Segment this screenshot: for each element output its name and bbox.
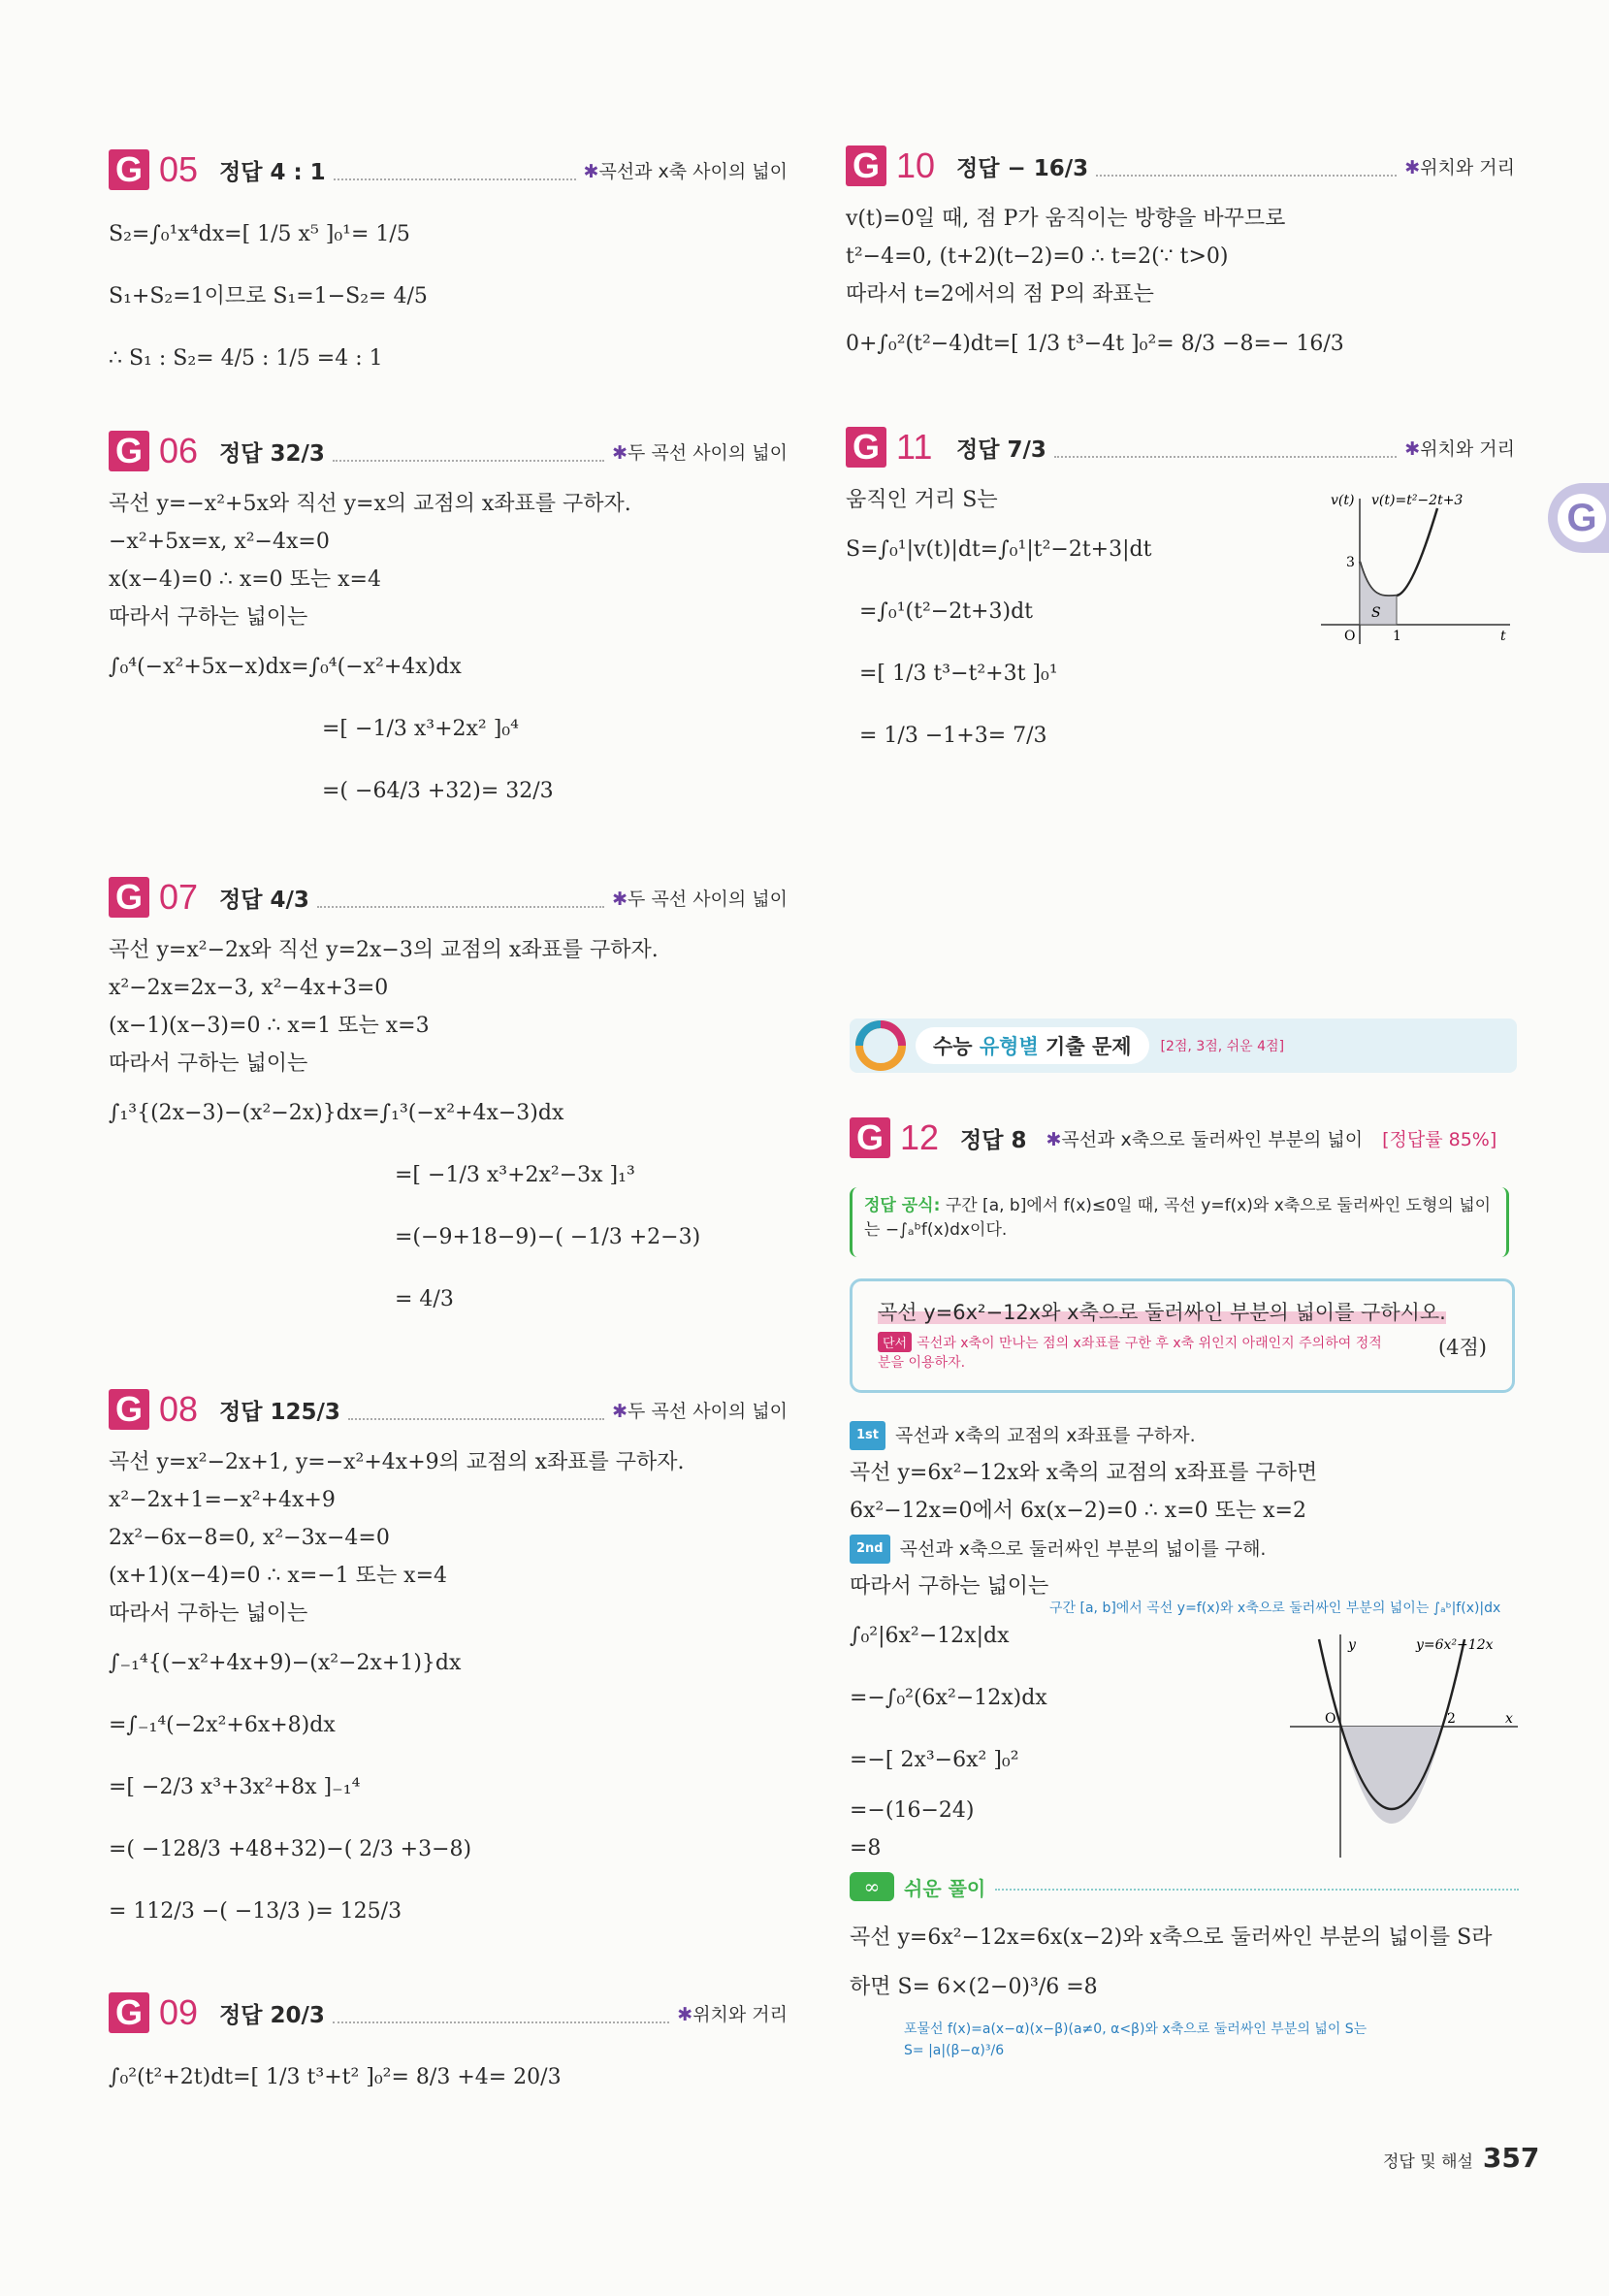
step-2: 2nd 곡선과 x축으로 둘러싸인 부분의 넓이를 구해. [850,1530,1519,1568]
problem-07 [109,873,788,1331]
step-1: 1st 곡선과 x축의 교점의 x좌표를 구하자. [850,1416,1519,1454]
star-icon: ✱ [1046,1128,1062,1150]
line: 곡선 y=6x²−12x와 x축의 교점의 x좌표를 구하면 [850,1460,1318,1485]
line: =−[ 2x³−6x² ]₀² [850,1748,1019,1772]
problem-11 [846,423,1515,767]
tick-2: 2 [1447,1711,1456,1727]
star-icon: ✱ [583,160,599,182]
section-g-badge: G [846,427,886,468]
line: 곡선 y=6x²−12x=6x(x−2)와 x축으로 둘러싸인 부분의 넓이를 S라 [850,1924,1493,1950]
problem-number: 07 [159,877,199,917]
line: 6x²−12x=0에서 6x(x−2)=0 ∴ x=0 또는 x=2 [850,1498,1306,1523]
line: ∫₀⁴(−x²+5x−x)dx=∫₀⁴(−x²+4x)dx [109,655,462,679]
section-g-badge: G [109,149,149,190]
topic: ✱곡선과 x축 사이의 넓이 [583,160,788,182]
line: =[ 1/3 t³−t²+3t ]₀¹ [859,662,1058,686]
easy-solution-header [850,1872,1519,1901]
formula-text: 구간 [a, b]에서 f(x)≤0일 때, 곡선 y=f(x)와 x축으로 둘러싸인 도형의 넓이는 −∫ₐᵇf(x)dx이다. [864,1196,1492,1240]
section-g-badge: G [109,877,149,918]
banner-logo-icon [855,1020,906,1071]
easy-label: 쉬운 풀이 [904,1876,986,1900]
star-icon: ✱ [612,888,628,910]
line: =−(16−24) [850,1797,975,1823]
key-formula-box [850,1187,1509,1257]
line: 0+∫₀²(t²−4)dt=[ 1/3 t³−4t ]₀²= 8/3 −8=− 16/3 [846,332,1344,356]
section-banner [850,1019,1517,1073]
section-g-badge: G [109,1992,149,2033]
leader-dots [333,460,604,462]
line: = 1/3 −1+3= 7/3 [859,724,1047,748]
line: x²−2x+1=−x²+4x+9 [109,1487,336,1512]
problem-number: 05 [159,149,199,189]
line: ∫₀²|6x²−12x|dx [850,1624,1010,1648]
answer: 정답 − 16/3 [956,155,1089,181]
banner-subtitle: [2점, 3점, 쉬운 4점] [1160,1039,1285,1054]
curve-label: v(t)=t²−2t+3 [1371,493,1464,508]
answer: 정답 4 : 1 [219,159,326,185]
topic: ✱두 곡선 사이의 넓이 [612,888,788,910]
axis-label-t: t [1500,629,1506,644]
line: (x+1)(x−4)=0 ∴ x=−1 또는 x=4 [109,1563,448,1588]
line: x²−2x=2x−3, x²−4x+3=0 [109,975,389,1000]
chapter-tab: G [1548,483,1609,553]
line: v(t)=0일 때, 점 P가 움직이는 방향을 바꾸므로 [846,206,1286,231]
leader-dots [348,1418,604,1420]
line: =[ −2/3 x³+3x²+8x ]₋₁⁴ [109,1775,361,1799]
line: t²−4=0, (t+2)(t−2)=0 ∴ t=2(∵ t>0) [846,243,1229,269]
problem-number: 08 [159,1389,199,1429]
answer: 정답 4/3 [219,887,309,913]
topic: ✱위치와 거리 [1404,156,1515,178]
section-g-badge: G [109,431,149,471]
line: 곡선 y=−x²+5x와 직선 y=x의 교점의 x좌표를 구하자. [109,491,631,516]
line: ∴ S₁ : S₂= 4/5 : 1/5 =4 : 1 [109,346,383,371]
line: S₂=∫₀¹x⁴dx=[ 1/5 x⁵ ]₀¹= 1/5 [109,222,410,246]
topic: ✱두 곡선 사이의 넓이 [612,441,788,464]
tick-3: 3 [1346,555,1355,570]
line: =∫₋₁⁴(−2x²+6x+8)dx [109,1713,336,1737]
axis-label-x: x [1505,1711,1513,1727]
star-icon: ✱ [612,441,628,464]
velocity-graph [1311,489,1515,654]
line: −x²+5x=x, x²−4x=0 [109,529,330,554]
parabola-formula: S= |a|(β−α)³/6 [904,2043,1005,2058]
hint-text: 곡선과 x축이 만나는 점의 x좌표를 구한 후 x축 위인지 아래인지 주의하여 정적분을 이용하자. [878,1336,1382,1371]
banner-title: 수능 유형별 기출 문제 [916,1027,1149,1064]
star-icon: ✱ [677,2003,693,2025]
answer: 정답 20/3 [219,2002,325,2028]
hint-tag: 단서 [878,1332,912,1352]
line: =[ −1/3 x³+2x²−3x ]₁³ [395,1163,635,1187]
origin-label: O [1344,629,1356,644]
problem-number: 10 [896,146,936,185]
section-g-badge: G [846,146,886,186]
curve-label: y=6x²−12x [1416,1637,1494,1653]
problem-09 [109,1989,788,2109]
leader-dots [1096,175,1397,177]
glasses-icon: ∞ [850,1872,894,1901]
problem-number: 11 [896,427,933,467]
problem-10 [846,142,1515,375]
easy-solution [850,1919,1519,2061]
line: 따라서 구하는 넓이는 [109,1601,308,1626]
points: (4점) [1437,1336,1487,1359]
line: 곡선 y=x²−2x+1, y=−x²+4x+9의 교점의 x좌표를 구하자. [109,1449,685,1474]
area-label: S [1371,605,1381,621]
line: 곡선 y=x²−2x와 직선 y=2x−3의 교점의 x좌표를 구하자. [109,937,659,962]
topic: ✱위치와 거리 [677,2003,788,2025]
problem-number: 12 [900,1117,940,1157]
problem-12 [850,1114,1519,1162]
accuracy-rate: [정답률 85%] [1382,1128,1497,1150]
topic: ✱위치와 거리 [1404,437,1515,460]
question-text: 곡선 y=6x²−12x와 x축으로 둘러싸인 부분의 넓이를 구하시오. [878,1301,1446,1324]
problem-05 [109,146,788,390]
line: 따라서 구하는 넓이는 [850,1573,1049,1599]
line: ∫₋₁⁴{(−x²+4x+9)−(x²−2x+1)}dx [109,1651,462,1675]
tick-1: 1 [1393,629,1401,644]
wave-divider [995,1883,1519,1891]
problem-08 [109,1385,788,1943]
line: ∫₁³{(2x−3)−(x²−2x)}dx=∫₁³(−x²+4x−3)dx [109,1101,564,1125]
star-icon: ✱ [1404,156,1421,178]
line: =∫₀¹(t²−2t+3)dt [859,599,1033,624]
page-footer [1383,2142,1539,2174]
answer: 정답 32/3 [219,440,325,467]
topic: ✱곡선과 x축으로 둘러싸인 부분의 넓이 [1046,1128,1364,1150]
origin-label: O [1325,1711,1336,1727]
line: =−∫₀²(6x²−12x)dx [850,1686,1047,1710]
line: x(x−4)=0 ∴ x=0 또는 x=4 [109,566,381,592]
star-icon: ✱ [612,1400,628,1422]
line: (x−1)(x−3)=0 ∴ x=1 또는 x=3 [109,1013,430,1038]
line: ∫₀²(t²+2t)dt=[ 1/3 t³+t² ]₀²= 8/3 +4= 20/3 [109,2065,562,2089]
line: =( −128/3 +48+32)−( 2/3 +3−8) [109,1837,472,1861]
answer: 정답 8 [960,1127,1027,1153]
parabola-note: 포물선 f(x)=a(x−α)(x−β)(a≠0, α<β)와 x축으로 둘러싸인 부분의 넓이 S는 [904,2021,1368,2037]
axis-label-y: y [1348,1637,1356,1653]
star-icon: ✱ [1404,437,1421,460]
section-g-badge: G [109,1389,149,1430]
section-g-badge: G [850,1117,890,1158]
parabola-graph [1290,1630,1523,1862]
answer: 정답 7/3 [956,437,1046,463]
answer: 정답 125/3 [219,1399,340,1425]
line: =8 [850,1835,882,1860]
footer-label: 정답 및 해설 [1383,2152,1473,2172]
line: S₁+S₂=1이므로 S₁=1−S₂= 4/5 [109,284,428,308]
line: 하면 S= 6×(2−0)³/6 =8 [850,1975,1098,1999]
axis-label-v: v(t) [1331,493,1355,508]
problem-number: 09 [159,1992,199,2032]
line: 따라서 구하는 넓이는 [109,1051,308,1076]
topic: ✱두 곡선 사이의 넓이 [612,1400,788,1422]
problem-06 [109,427,788,823]
line: = 112/3 −( −13/3 )= 125/3 [109,1899,402,1924]
side-note: 구간 [a, b]에서 곡선 y=f(x)와 x축으로 둘러싸인 부분의 넓이는 ∫ₐᵇ|f(x)|dx [1049,1601,1501,1616]
leader-dots [317,906,604,908]
question-box [850,1278,1515,1393]
line: 움직인 거리 S는 [846,487,998,512]
problem-number: 06 [159,431,199,470]
line: =[ −1/3 x³+2x² ]₀⁴ [322,717,519,741]
page-number: 357 [1482,2142,1540,2174]
formula-tag: 정답 공식: [864,1196,941,1215]
line: 따라서 구하는 넓이는 [109,604,308,630]
line: 따라서 t=2에서의 점 P의 좌표는 [846,281,1154,307]
line: S=∫₀¹|v(t)|dt=∫₀¹|t²−2t+3|dt [846,537,1152,562]
line: = 4/3 [395,1287,454,1311]
leader-dots [334,178,576,180]
line: 2x²−6x−8=0, x²−3x−4=0 [109,1525,390,1550]
leader-dots [1054,456,1397,458]
line: =( −64/3 +32)= 32/3 [322,779,554,803]
line: =(−9+18−9)−( −1/3 +2−3) [395,1225,701,1249]
leader-dots [333,2021,669,2023]
